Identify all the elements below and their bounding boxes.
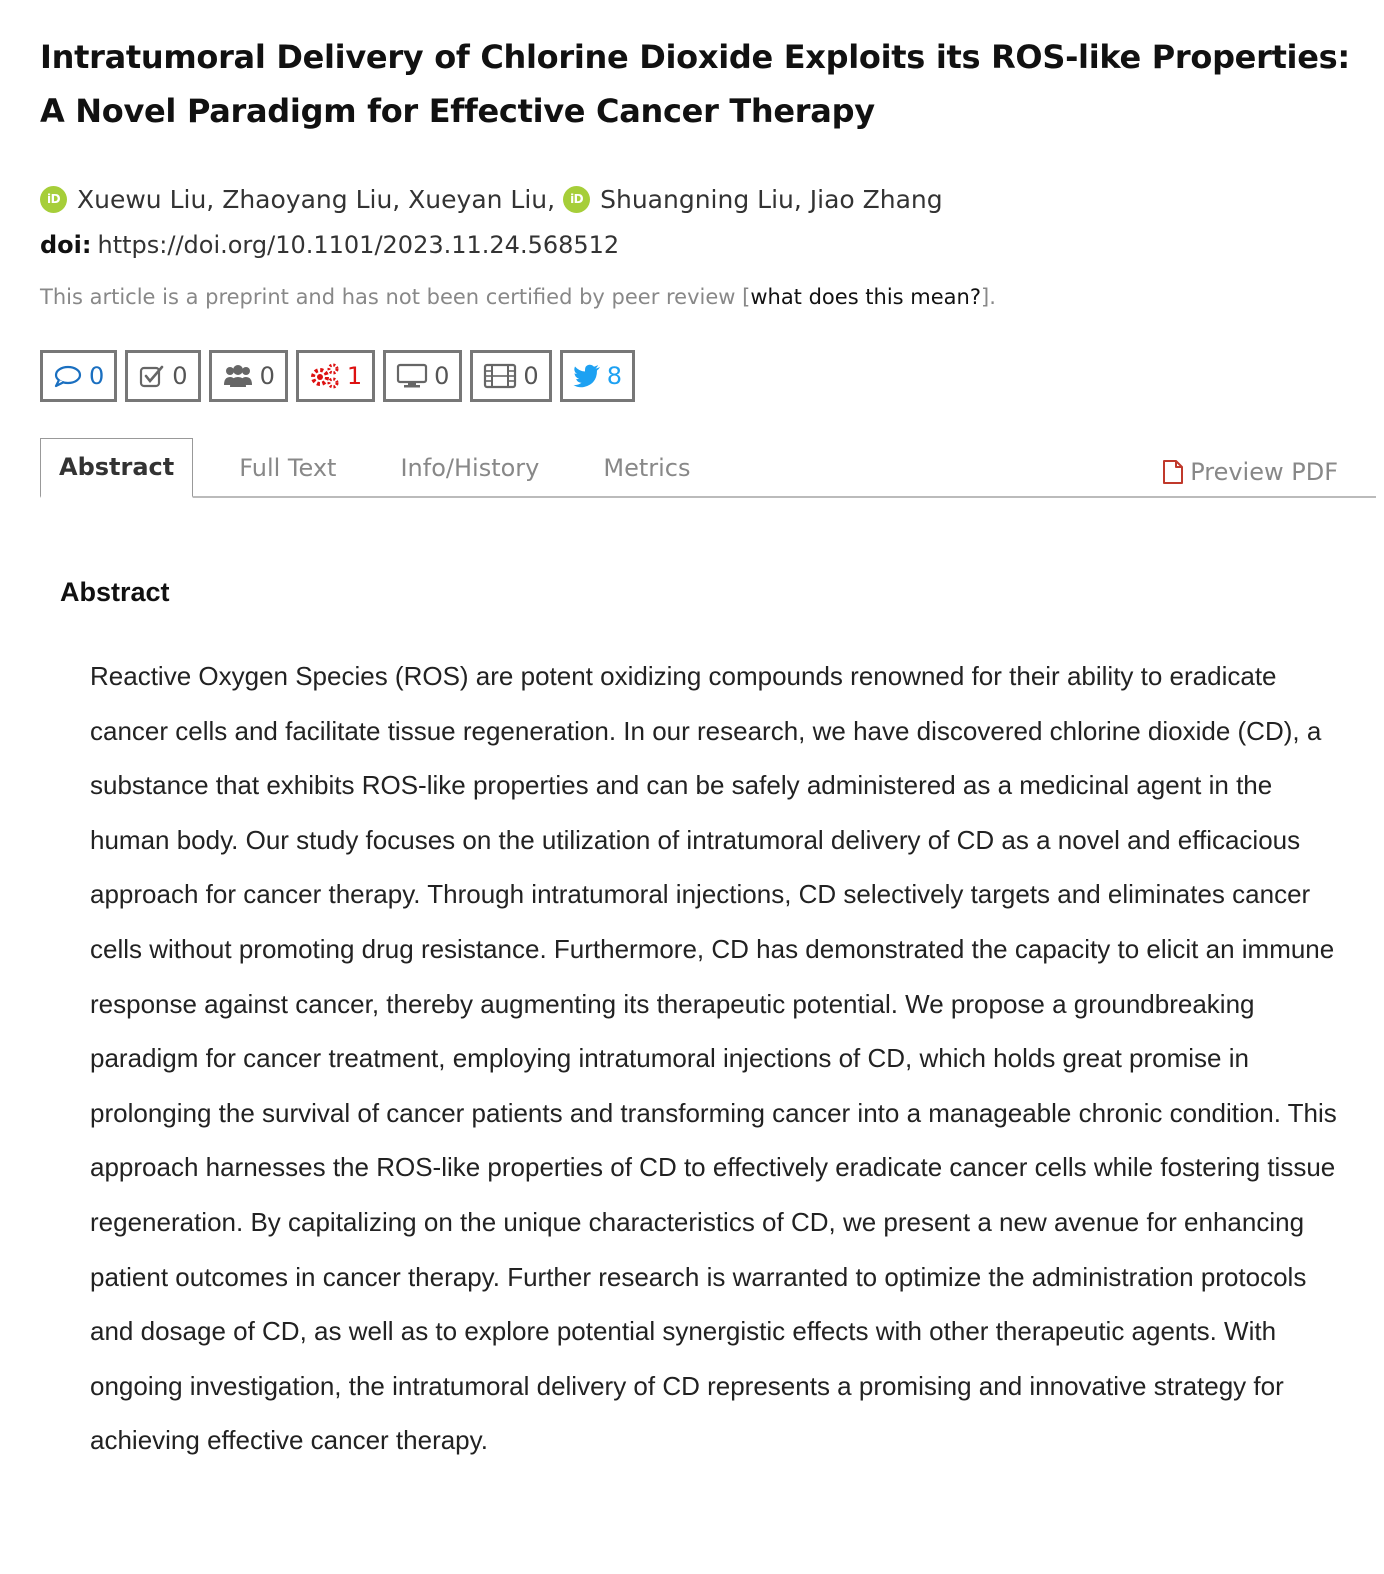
engagement-badges (40, 350, 1376, 402)
twitter-bird-icon (573, 364, 601, 388)
tab-info-history[interactable]: Info/History (400, 454, 540, 482)
video-count: 0 (434, 362, 450, 390)
author-list (40, 182, 1376, 216)
doi-line (40, 228, 1376, 262)
altmetric-badge[interactable] (296, 350, 375, 402)
article-page (40, 0, 1376, 1468)
tab-abstract[interactable]: Abstract (40, 438, 193, 498)
preprint-notice-end: ]. (981, 285, 996, 309)
check-square-icon (138, 363, 166, 389)
community-count: 0 (259, 362, 275, 390)
preprint-notice (40, 280, 1376, 314)
comments-badge[interactable] (40, 350, 117, 402)
article-tabs (40, 438, 1376, 498)
orcid-icon[interactable]: iD (563, 186, 590, 213)
gears-icon (309, 362, 341, 390)
what-does-this-mean-link[interactable]: what does this mean? (750, 285, 981, 309)
twitter-count: 8 (606, 362, 622, 390)
reviews-count: 0 (172, 362, 188, 390)
video-badge[interactable] (383, 350, 462, 402)
twitter-badge[interactable] (560, 350, 635, 402)
monitor-icon (396, 363, 428, 389)
comment-icon (53, 364, 83, 388)
preview-pdf-label: Preview PDF (1190, 458, 1338, 486)
file-pdf-icon (1162, 459, 1184, 485)
media-badge[interactable] (470, 350, 551, 402)
preview-pdf-link[interactable] (1162, 458, 1338, 486)
abstract-heading: Abstract (60, 577, 170, 607)
comments-count: 0 (89, 362, 105, 390)
preprint-notice-text: This article is a preprint and has not been certified by peer review [ (40, 285, 751, 309)
community-badge[interactable] (209, 350, 288, 402)
doi-link[interactable]: https://doi.org/10.1101/2023.11.24.568512 (97, 231, 620, 259)
tab-full-text[interactable]: Full Text (239, 454, 337, 482)
altmetric-count: 1 (346, 362, 363, 390)
author-group-1[interactable]: Xuewu Liu, Zhaoyang Liu, Xueyan Liu, (77, 184, 556, 214)
reviews-badge[interactable] (125, 350, 200, 402)
orcid-icon[interactable]: iD (40, 186, 67, 213)
abstract-text: Reactive Oxygen Species (ROS) are potent oxidizing compounds renowned for their ability to eradicate cancer cells and facilitate tissue regeneration. In our research, we have discovered chlorine dioxide (CD), a substance that exhibits ROS-like properties and can be safely administered as a medicinal agent in the human body. Our study focuses on the utilization of intratumoral delivery of CD as a novel and efficacious approach for cancer therapy. Through intratumoral injections, CD selectively targets and eliminates cancer cells without promoting drug resistance. Furthermore, CD has demonstrated the capacity to elicit an immune response against cancer, thereby augmenting its therapeutic potential. We propose a groundbreaking paradigm for cancer treatment, employing intratumoral injections of CD, which holds great promise in prolonging the survival of cancer patients and transforming cancer into a manageable chronic condition. This approach harnesses the ROS-like properties of CD to effectively eradicate cancer cells while fostering tissue regeneration. By capitalizing on the unique characteristics of CD, we present a new avenue for enhancing patient outcomes in cancer therapy. Further research is warranted to optimize the administration protocols and dosage of CD, as well as to explore potential synergistic effects with other therapeutic agents. With ongoing investigation, the intratumoral delivery of CD represents a promising and innovative strategy for achieving effective cancer therapy. (90, 661, 1337, 1456)
author-group-2[interactable]: Shuangning Liu, Jiao Zhang (600, 184, 943, 214)
tab-metrics[interactable]: Metrics (603, 454, 691, 482)
doi-label: doi: (40, 231, 92, 259)
article-title: Intratumoral Delivery of Chlorine Dioxide Exploits its ROS-like Properties: A Novel Paradigm for Effective Cancer Therapy (40, 38, 1350, 130)
media-count: 0 (523, 362, 539, 390)
users-icon (222, 363, 254, 389)
film-icon (483, 363, 517, 389)
